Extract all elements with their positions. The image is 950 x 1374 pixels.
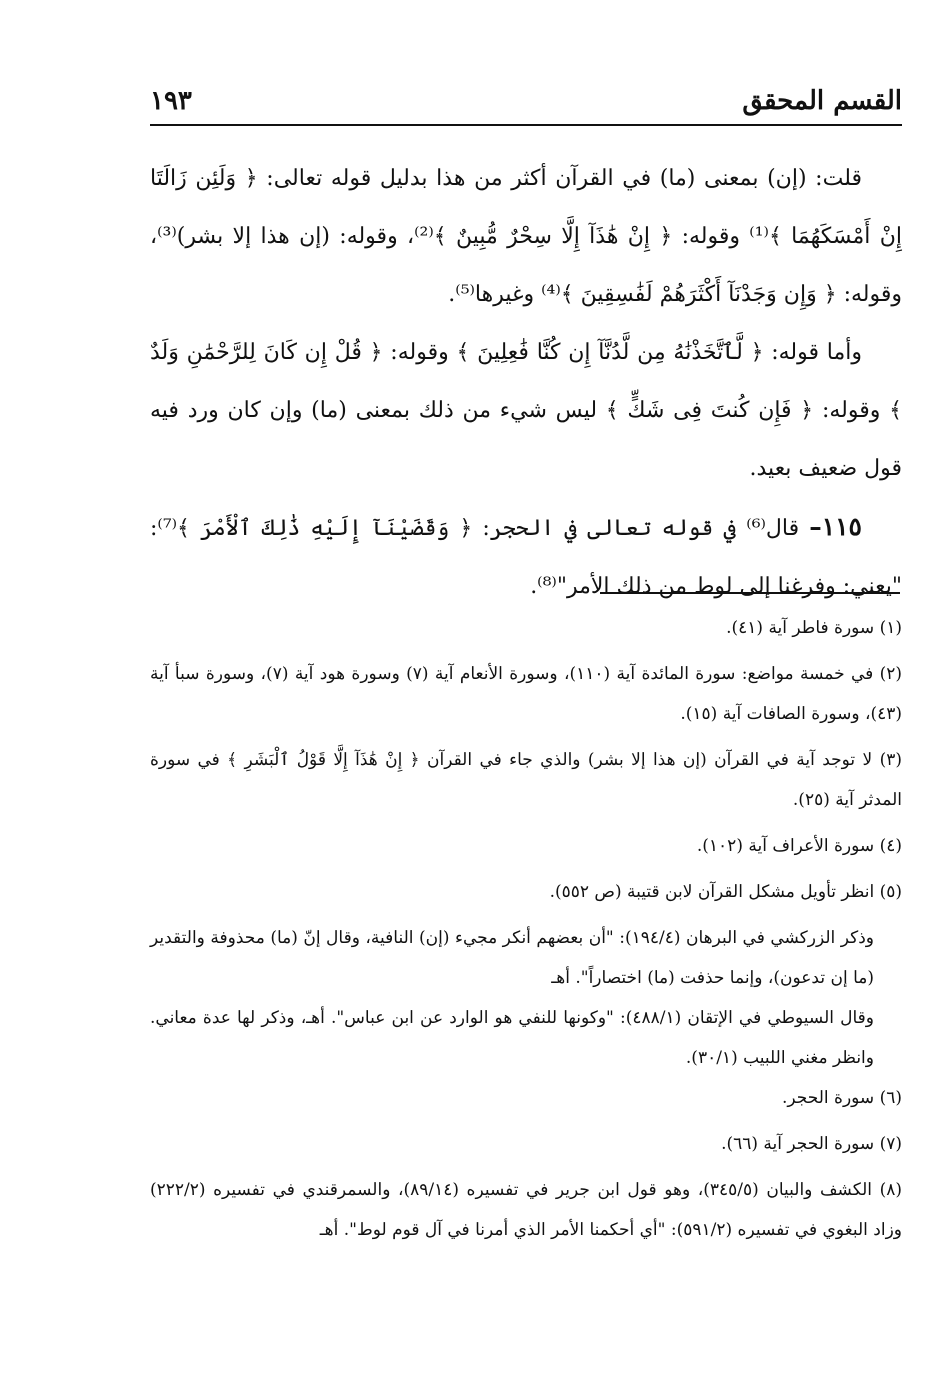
footnote-1: (١) سورة فاطر آية (٤١).: [726, 618, 902, 638]
footnote-4: (٤) سورة الأعراف آية (١٠٢).: [696, 836, 902, 856]
footnote-5-suyuti: وقال السيوطي في الإتقان (٤٨٨/١): "وكونها للنفي هو الوارد عن ابن عباس". أهـ، وذكر لها عدة معاني. وانظر مغني اللبيب (٣٠/١).: [150, 1008, 874, 1068]
footnotes: [150, 608, 902, 1256]
page-header: [150, 84, 902, 126]
footnote-2: (٢) في خمسة مواضع: سورة المائدة آية (١١٠)، وسورة الأنعام آية (٧) وسورة هود آية (٧)، وسورة سبأ آية (٤٣)، وسورة الصافات آية (١٥).: [150, 664, 903, 724]
footnote-5: (٥) انظر تأويل مشكل القرآن لابن قتيبة (ص ٥٥٢).: [549, 882, 902, 902]
footnote-7: (٧) سورة الحجر آية (٦٦).: [721, 1134, 902, 1154]
footnote-8: (٨) الكشف والبيان (٣٤٥/٥)، وهو قول ابن جرير في تفسيره (٨٩/١٤)، والسمرقندي في تفسيره (٢٢٢/٢) وزاد البغوي في تفسيره (٥٩١/٢): "أي أحكمنا الأمر الذي أمرنا في آل قوم لوط". أهـ: [150, 1180, 902, 1240]
main-text: [150, 150, 902, 616]
entry-number: ١١٥–: [809, 512, 862, 541]
paragraph-3-text: قال⁽⁶⁾ في قوله تعالى في الحجر: ﴿ وَقَضَيْنَآ إِلَيْهِ ذَٰلِكَ ٱلْأَمْرَ ﴾⁽⁷⁾: "يعني: وفرغنا إلى لوط من ذلك الأمر"⁽⁸⁾.: [150, 516, 902, 599]
running-title: القسم المحقق: [742, 86, 902, 116]
footnote-6: (٦) سورة الحجر.: [782, 1088, 902, 1108]
footnote-separator: [600, 592, 900, 594]
footnote-5-zarkashi: وذكر الزركشي في البرهان (١٩٤/٤): "أن بعضهم أنكر مجيء (إن) النافية، وقال إنّ (ما) محذوفة والتقدير (ما إن تدعون)، وإنما حذفت (ما) اختصاراً". أهـ: [150, 928, 874, 988]
paragraph-1: قلت: (إن) بمعنى (ما) في القرآن أكثر من هذا بدليل قوله تعالى: ﴿ وَلَئِن زَالَتَا إِنْ أَمْسَكَهُمَا ﴾⁽¹⁾ وقوله: ﴿ إِنْ هَٰذَآ إِلَّا سِحْرٌ مُّبِينٌ ﴾⁽²⁾، وقوله: (إن هذا إلا بشر)⁽³⁾، وقوله: ﴿ وَإِن وَجَدْنَآ أَكْثَرَهُمْ لَفَٰسِقِينَ ﴾⁽⁴⁾ وغيرها⁽⁵⁾.: [150, 166, 902, 307]
paragraph-3: [150, 498, 902, 616]
page-number: ١٩٣: [150, 86, 192, 116]
paragraph-2: وأما قوله: ﴿ لَّٱتَّخَذْنَٰهُ مِن لَّدُنَّآ إِن كُنَّا فَٰعِلِينَ ﴾ وقوله: ﴿ قُلْ إِن كَانَ لِلرَّحْمَٰنِ وَلَدٌ ﴾ وقوله: ﴿ فَإِن كُنتَ فِى شَكٍّ ﴾ ليس شيء من ذلك بمعنى (ما) وإن كان ورد فيه قول ضعيف بعيد.: [150, 340, 902, 481]
footnote-3: (٣) لا توجد آية في القرآن (إن هذا إلا بشر) والذي جاء في القرآن ﴿ إِنْ هَٰذَآ إِلَّا قَوْلُ ٱلْبَشَرِ ﴾ في سورة المدثر آية (٢٥).: [150, 750, 902, 810]
